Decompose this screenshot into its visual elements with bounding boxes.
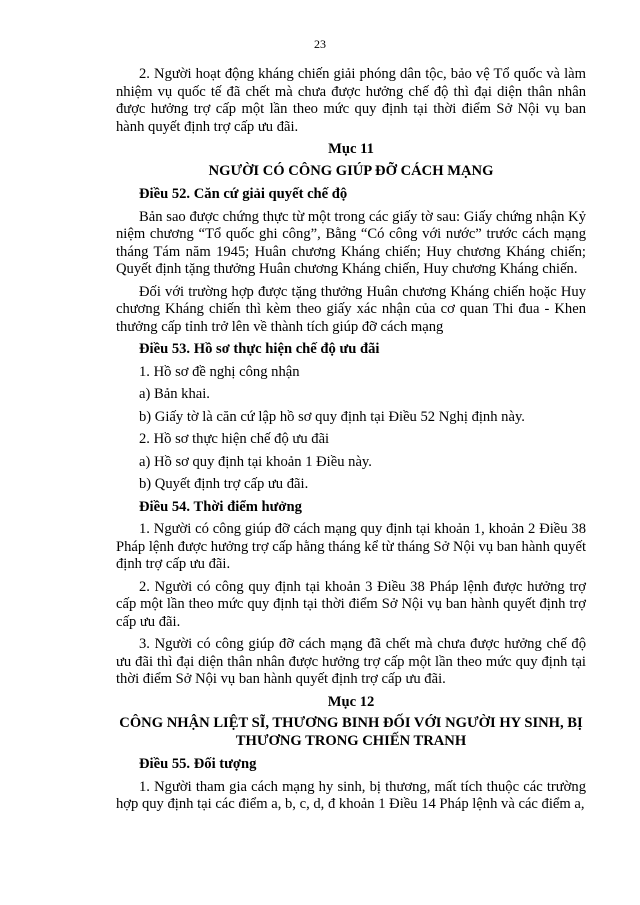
paragraph-article-54-2: 2. Người có công quy định tại khoản 3 Điều 38 Pháp lệnh được hưởng trợ cấp một lần theo mức quy định tại thời điểm Sở Nội vụ ban hành quyết định trợ cấp ưu đãi.	[116, 578, 586, 630]
page-number: 23	[314, 37, 326, 51]
item-53-1: 1. Hồ sơ đề nghị công nhận	[139, 363, 300, 380]
article-heading-54: Điều 54. Thời điểm hưởng	[139, 498, 302, 515]
item-53-1a: a) Bản khai.	[139, 386, 210, 402]
paragraph-intro-item-2: 2. Người hoạt động kháng chiến giải phóng dân tộc, bảo vệ Tổ quốc và làm nhiệm vụ quốc tế đã chết mà chưa được hưởng chế độ thì đại diện thân nhân được hưởng trợ cấp một lần theo mức quy định tại thời điểm Sở Nội vụ ban hành quyết định trợ cấp ưu đãi.	[116, 66, 586, 135]
document-body	[116, 66, 586, 819]
paragraph-article-54-3: 3. Người có công giúp đỡ cách mạng đã chết mà chưa được hưởng chế độ ưu đãi thì đại diện thân nhân được hưởng trợ cấp một lần theo mức quy định tại thời điểm Sở Nội vụ ban hành quyết định trợ cấp ưu đãi.	[116, 636, 586, 687]
item-53-2b: b) Quyết định trợ cấp ưu đãi.	[139, 476, 309, 492]
section-label-muc-11: Mục 11	[328, 141, 374, 157]
article-heading-52: Điều 52. Căn cứ giải quyết chế độ	[139, 186, 348, 202]
item-53-2: 2. Hồ sơ thực hiện chế độ ưu đãi	[139, 431, 330, 447]
paragraph-article-55-1: 1. Người tham gia cách mạng hy sinh, bị thương, mất tích thuộc các trường hợp quy định tại các điểm a, b, c, d, đ khoản 1 Điều 14 Pháp lệnh và các điểm a,	[116, 778, 586, 812]
article-heading-53: Điều 53. Hồ sơ thực hiện chế độ ưu đãi	[139, 341, 380, 357]
paragraph-article-54-1: 1. Người có công giúp đỡ cách mạng quy định tại khoản 1, khoản 2 Điều 38 Pháp lệnh được hưởng trợ cấp hằng tháng kể từ tháng Sở Nội vụ ban hành quyết định trợ cấp ưu đãi.	[116, 521, 586, 572]
item-53-1b: b) Giấy tờ là căn cứ lập hồ sơ quy định tại Điều 52 Nghị định này.	[139, 408, 525, 425]
section-label-muc-12: Mục 12	[327, 693, 375, 710]
paragraph-article-52-documents: Bản sao được chứng thực từ một trong các giấy tờ sau: Giấy chứng nhận Kỷ niệm chương “Tổ quốc ghi công”, Bằng “Có công với nước” trước cách mạng tháng Tám năm 1945; Huân chương Kháng chiến; Huy chương Kháng chiến; Quyết định tặng thưởng Huân chương Kháng chiến, Huy chương Kháng chiến.	[116, 208, 586, 277]
section-title-muc-12: CÔNG NHẬN LIỆT SĨ, THƯƠNG BINH ĐỐI VỚI NGƯỜI HY SINH, BỊ THƯƠNG TRONG CHIẾN TRANH	[119, 715, 583, 749]
section-title-muc-11: NGƯỜI CÓ CÔNG GIÚP ĐỠ CÁCH MẠNG	[208, 162, 494, 179]
paragraph-article-52-awards: Đối với trường hợp được tặng thưởng Huân chương Kháng chiến hoặc Huy chương Kháng chiến thì kèm theo giấy xác nhận của cơ quan Thi đua - Khen thưởng cấp tỉnh trở lên về thành tích giúp đỡ cách mạng	[116, 283, 586, 335]
item-53-2a: a) Hồ sơ quy định tại khoản 1 Điều này.	[139, 453, 372, 470]
article-heading-55: Điều 55. Đối tượng	[139, 756, 257, 772]
